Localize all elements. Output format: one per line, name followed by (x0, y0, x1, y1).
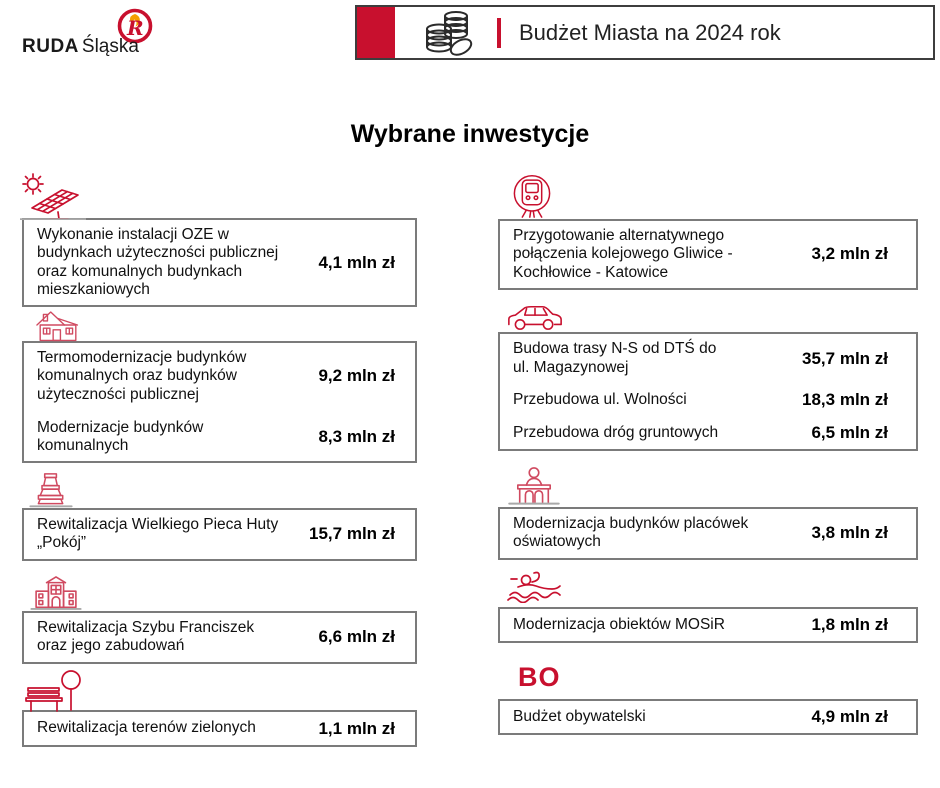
coins-icon (423, 9, 475, 57)
investment-box (22, 710, 417, 747)
investment-label: Modernizacja budynków placówek oświatowych (513, 515, 749, 551)
card-railway-connection (498, 174, 918, 290)
investment-row (513, 340, 888, 377)
car-icon (504, 303, 566, 331)
investment-value: 3,2 mln zł (811, 244, 888, 264)
investment-label: Rewitalizacja Wielkiego Pieca Huty „Pokój” (37, 516, 279, 552)
investment-box (22, 508, 417, 561)
budget-banner (355, 5, 935, 60)
bo-label: BO (518, 662, 561, 692)
investment-label: Przebudowa ul. Wolności (513, 390, 687, 408)
banner-divider (497, 18, 501, 48)
investment-value: 4,9 mln zł (811, 707, 888, 726)
banner-title: Budżet Miasta na 2024 rok (519, 19, 781, 45)
banner-red-block (357, 7, 395, 58)
investment-value: 6,6 mln zł (318, 627, 395, 647)
investment-box (22, 218, 417, 307)
investment-row (513, 423, 888, 443)
city-logo-text (22, 36, 139, 58)
card-franciszek-shaft (22, 576, 417, 664)
logo-name-light: Śląska (81, 36, 139, 57)
investment-row (37, 349, 395, 404)
investment-box (22, 611, 417, 664)
swimmer-icon (506, 571, 564, 603)
card-thermomodernization (22, 308, 417, 463)
investment-row (513, 615, 888, 635)
investment-row (513, 515, 888, 552)
investment-value: 3,8 mln zł (811, 523, 888, 543)
investment-label: Wykonanie instalacji OZE w budynkach użyteczności publicznej oraz komunalnych budynkach mieszkaniowych (37, 226, 279, 298)
card-mosir (498, 571, 918, 643)
investment-label: Rewitalizacja terenów zielonych (37, 719, 256, 737)
train-icon (508, 174, 556, 218)
investment-row (37, 619, 395, 656)
house-icon (30, 308, 86, 342)
blast-furnace-icon (28, 473, 74, 509)
investment-value: 35,7 mln zł (802, 348, 888, 368)
card-education-buildings (498, 466, 918, 560)
park-bench-icon (24, 668, 84, 712)
investment-label: Budżet obywatelski (513, 707, 646, 725)
svg-text:R: R (127, 16, 144, 40)
investment-value: 6,5 mln zł (811, 422, 888, 442)
city-logo (22, 6, 162, 64)
mine-building-icon (30, 576, 82, 612)
investment-box (498, 219, 918, 290)
investment-box (22, 341, 417, 463)
solar-panel-icon (20, 172, 86, 220)
investment-label: Przygotowanie alternatywnego połączenia kolejowego Gliwice - Kochłowice - Katowice (513, 227, 733, 281)
investment-row (37, 516, 395, 553)
investment-value: 18,3 mln zł (802, 389, 888, 409)
card-blast-furnace (22, 473, 417, 561)
card-oze-installations (22, 172, 417, 307)
card-green-areas (22, 668, 417, 747)
investment-value: 15,7 mln zł (309, 524, 395, 544)
teacher-desk-icon (508, 466, 560, 506)
investment-row (513, 707, 888, 727)
logo-name-bold: RUDA (22, 36, 79, 57)
investment-box (498, 507, 918, 560)
card-roads (498, 303, 918, 451)
investment-box (498, 607, 918, 643)
investment-label: Rewitalizacja Szybu Franciszek oraz jego zabudowań (37, 619, 255, 655)
page-title: Wybrane inwestycje (350, 120, 590, 148)
investment-label: Termomodernizacje budynków komunalnych oraz budynków użyteczności publicznej (37, 349, 247, 403)
investment-label: Modernizacje budynków komunalnych (37, 418, 204, 455)
investment-row (513, 390, 888, 410)
investment-value: 1,8 mln zł (811, 615, 888, 634)
investment-row (513, 227, 888, 282)
investment-row (37, 419, 395, 456)
investment-value: 9,2 mln zł (318, 366, 395, 386)
investment-value: 8,3 mln zł (318, 427, 395, 447)
investment-value: 1,1 mln zł (318, 718, 395, 738)
investment-row (37, 226, 395, 299)
investment-label: Przebudowa dróg gruntowych (513, 423, 719, 441)
investment-box (498, 332, 918, 451)
card-citizen-budget (498, 662, 918, 735)
investment-box (498, 699, 918, 735)
investment-label: Budowa trasy N-S od DTŚ do ul. Magazynowej (513, 340, 717, 376)
investment-value: 4,1 mln zł (318, 252, 395, 272)
investment-row (37, 719, 395, 739)
investment-label: Modernizacja obiektów MOSiR (513, 615, 725, 633)
